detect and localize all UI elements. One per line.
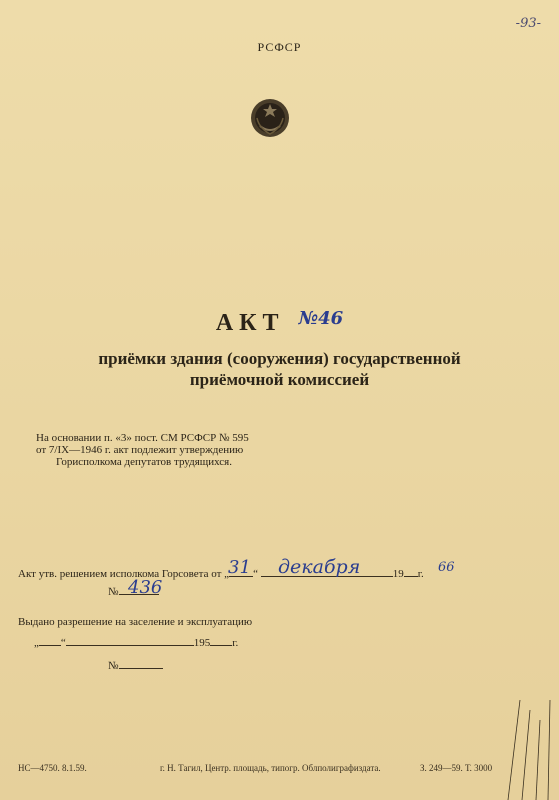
permit-number-line bbox=[108, 660, 163, 672]
approval-year-handwritten: 66 bbox=[438, 560, 455, 575]
approval-label: Акт утв. решением исполкома Горсовета от bbox=[18, 568, 222, 580]
document-title bbox=[0, 308, 559, 337]
country-header: РСФСР bbox=[257, 40, 302, 54]
number-prefix: № bbox=[108, 586, 119, 598]
title-text: АКТ bbox=[215, 310, 285, 336]
approval-line bbox=[18, 568, 424, 580]
quote-open: „ bbox=[224, 568, 230, 580]
state-emblem-icon bbox=[248, 96, 292, 140]
permit-year-prefix: 195 bbox=[193, 637, 211, 649]
subtitle-line-2: приёмочной комиссией bbox=[189, 370, 370, 389]
approval-number-handwritten: 436 bbox=[128, 577, 163, 598]
permit-number-field bbox=[119, 668, 163, 669]
approval-day-handwritten: 31 bbox=[228, 557, 251, 578]
permit-day-field bbox=[39, 645, 61, 646]
approval-month-handwritten: декабря bbox=[278, 556, 361, 578]
document-subtitle bbox=[0, 348, 559, 390]
permit-label: Выдано разрешение на заселение и эксплуатацию bbox=[18, 616, 253, 628]
basis-line-2: от 7/IX—1946 г. акт подлежит утверждению bbox=[36, 444, 244, 456]
year-field bbox=[404, 576, 418, 577]
footer-code: НС—4750. 8.1.59. bbox=[18, 763, 87, 773]
permit-quote-open: „ bbox=[34, 637, 39, 649]
footer-order: З. 249—59. Т. 3000 bbox=[420, 763, 493, 773]
edge-ruled-lines bbox=[500, 700, 559, 800]
permit-year-suffix: г. bbox=[232, 637, 239, 649]
page-number: -93- bbox=[515, 16, 541, 31]
permit-number-prefix: № bbox=[108, 660, 119, 672]
permit-date-line bbox=[34, 637, 238, 649]
subtitle-line-1: приёмки здания (сооружения) государственной bbox=[98, 349, 461, 368]
legal-basis bbox=[36, 432, 249, 468]
year-prefix: 19 bbox=[392, 568, 404, 580]
act-number-handwritten: №46 bbox=[298, 308, 344, 329]
year-suffix: г. bbox=[417, 568, 424, 580]
quote-close: “ bbox=[253, 568, 258, 580]
footer-printer: г. Н. Тагил, Центр. площадь, типогр. Облполиграфиздата. bbox=[160, 763, 381, 773]
basis-line-1: На основании п. «3» пост. СМ РСФСР № 595 bbox=[36, 432, 249, 444]
permit-quote-close: “ bbox=[60, 637, 66, 649]
permit-year-field bbox=[210, 645, 232, 646]
basis-line-3: Горисполкома депутатов трудящихся. bbox=[56, 456, 232, 468]
permit-month-field bbox=[66, 645, 194, 646]
